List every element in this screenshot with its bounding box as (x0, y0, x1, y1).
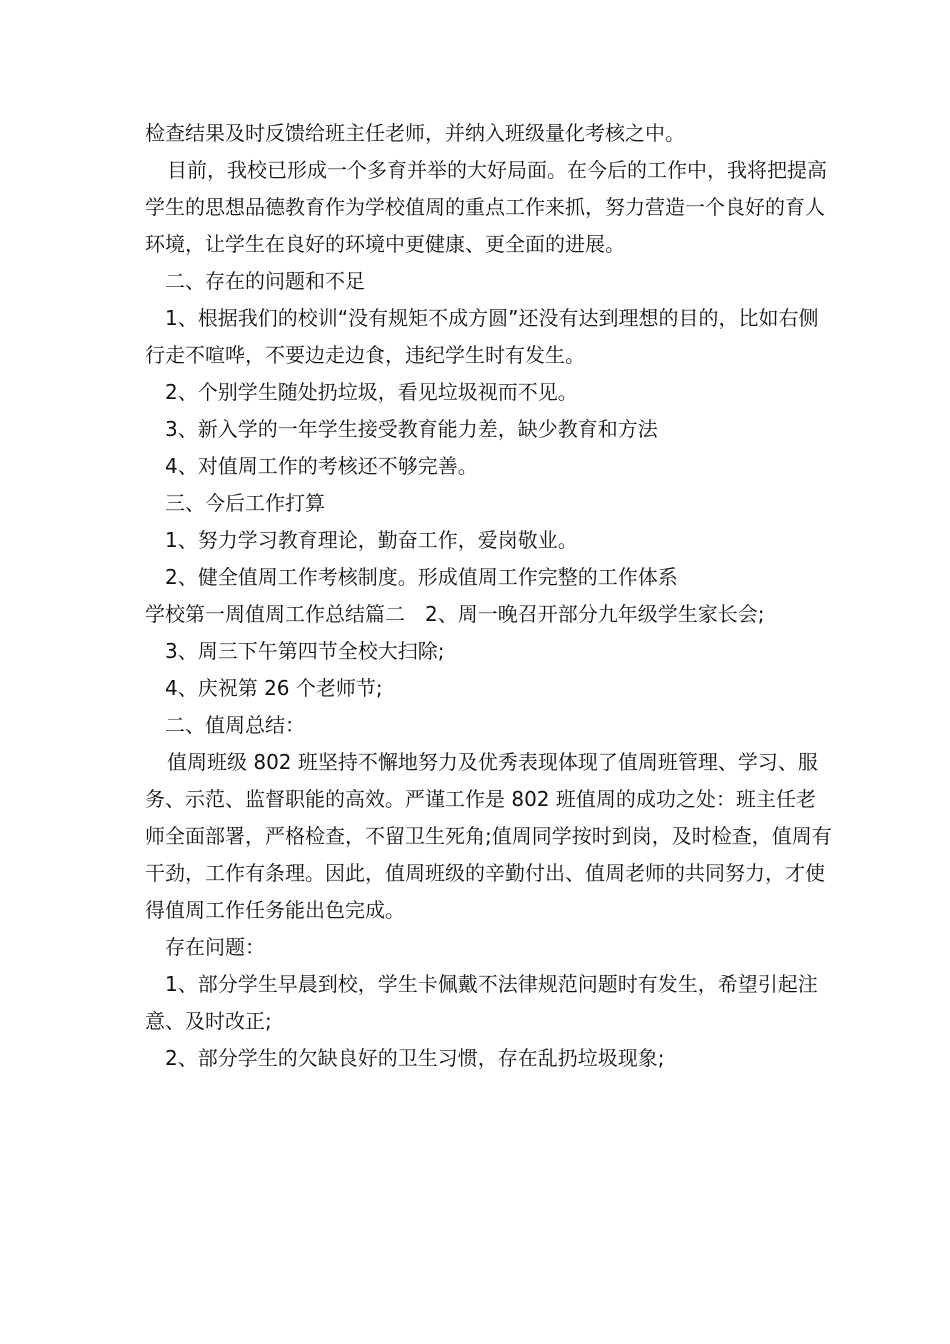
section-heading-issues: 存在问题： (165, 935, 265, 959)
paragraph-1: 检查结果及时反馈给班主任老师，并纳入班级量化考核之中。 (145, 121, 685, 145)
list-item-plan-2: 2、健全值周工作考核制度。形成值周工作完整的工作体系 (165, 565, 678, 589)
list-item-problem-1: 1、根据我们的校训“没有规矩不成方圆”还没有达到理想的目的，比如右侧行走不喧哗，不要边走边食，违纪学生时有发生。 (145, 306, 819, 367)
summary-paragraph: 值周班级 802 班坚持不懈地努力及优秀表现体现了值周班管理、学习、服务、示范、监督职能的高效。严谨工作是 802 班值周的成功之处：班主任老师全面部署，严格检查，不留卫生死角;值周同学按时到岗，及时检查，值周有干劲，工作有条理。因此，值周班级的辛勤付出、值周老师的共同努力，才使得值周工作任务能出色完成。 (145, 750, 832, 922)
document-body (145, 115, 835, 1077)
section-heading-summary: 二、值周总结： (165, 713, 305, 737)
list-item-issue-2: 2、部分学生的欠缺良好的卫生习惯，存在乱扔垃圾现象; (165, 1046, 665, 1070)
list-item-problem-2: 2、个别学生随处扔垃圾，看见垃圾视而不见。 (165, 380, 578, 404)
section-heading-problems: 二、存在的问题和不足 (165, 269, 365, 293)
list-item-problem-3: 3、新入学的一年学生接受教育能力差，缺少教育和方法 (165, 417, 658, 441)
list-item-plan-1: 1、努力学习教育理论，勤奋工作，爱岗敬业。 (165, 528, 578, 552)
paragraph-2: 目前，我校已形成一个多育并举的大好局面。在今后的工作中，我将把提高学生的思想品德教育作为学校值周的重点工作来抓，努力营造一个良好的育人环境，让学生在良好的环境中更健康、更全面的进展。 (145, 158, 827, 256)
list-item-issue-1: 1、部分学生早晨到校，学生卡佩戴不法律规范问题时有发生，希望引起注意、及时改正; (145, 972, 818, 1033)
list-item-problem-4: 4、对值周工作的考核还不够完善。 (165, 454, 478, 478)
section-heading-plans: 三、今后工作打算 (165, 491, 325, 515)
article-two-start: 学校第一周值周工作总结篇二 2、周一晚召开部分九年级学生家长会; (145, 602, 765, 626)
list-item-event-3: 3、周三下午第四节全校大扫除; (165, 639, 445, 663)
list-item-event-4: 4、庆祝第 26 个老师节; (165, 676, 383, 700)
